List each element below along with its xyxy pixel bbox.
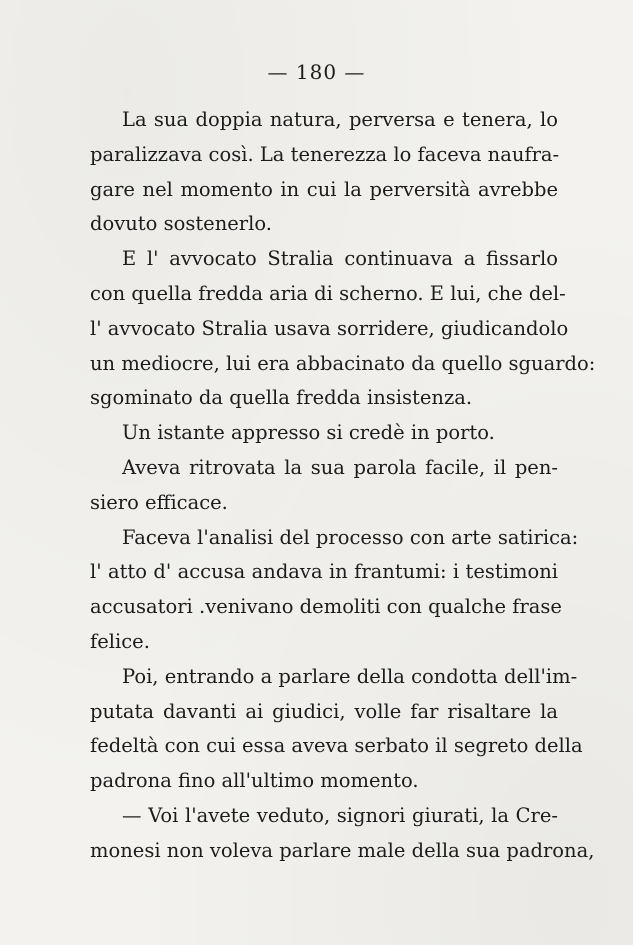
- text-line: Poi, entrando a parlare della condotta dell'im-: [122, 664, 578, 688]
- text-line: E l' avvocato Stralia continuava a fissarlo: [122, 247, 558, 271]
- text-line: l' avvocato Stralia usava sorridere, giudicandolo: [90, 316, 569, 340]
- text-line: — Voi l'avete veduto, signori giurati, la Cre-: [122, 803, 558, 827]
- body-text: [90, 103, 596, 869]
- text-line: accusatori .venivano demoliti con qualche frase: [90, 595, 562, 619]
- text-line: Aveva ritrovata la sua parola facile, il pen-: [122, 455, 558, 479]
- page-number: — 180 —: [267, 60, 366, 84]
- text-line: monesi non voleva parlare male della sua padrona,: [90, 838, 595, 862]
- text-line: dovuto sostenerlo.: [90, 212, 272, 236]
- text-line: l' atto d' accusa andava in frantumi: i testimoni: [90, 560, 558, 584]
- text-line: La sua doppia natura, perversa e tenera, lo: [122, 108, 558, 131]
- text-line: felice.: [90, 629, 150, 653]
- text-line: fedeltà con cui essa aveva serbato il segreto della: [90, 734, 583, 758]
- text-line: padrona fino all'ultimo momento.: [90, 769, 419, 793]
- text-line: gare nel momento in cui la perversità avrebbe: [90, 177, 558, 201]
- text-line: sgominato da quella fredda insistenza.: [90, 386, 473, 410]
- text-line: paralizzava così. La tenerezza lo faceva naufra-: [90, 142, 560, 166]
- text-line: Un istante appresso si credè in porto.: [122, 421, 495, 445]
- text-line: un mediocre, lui era abbacinato da quello sguardo:: [90, 351, 596, 375]
- text-line: siero efficace.: [90, 490, 228, 514]
- text-line: Faceva l'analisi del processo con arte satirica:: [122, 525, 579, 549]
- text-line: con quella fredda aria di scherno. E lui, che del-: [90, 281, 566, 305]
- text-line: putata davanti ai giudici, volle far risaltare la: [90, 699, 558, 723]
